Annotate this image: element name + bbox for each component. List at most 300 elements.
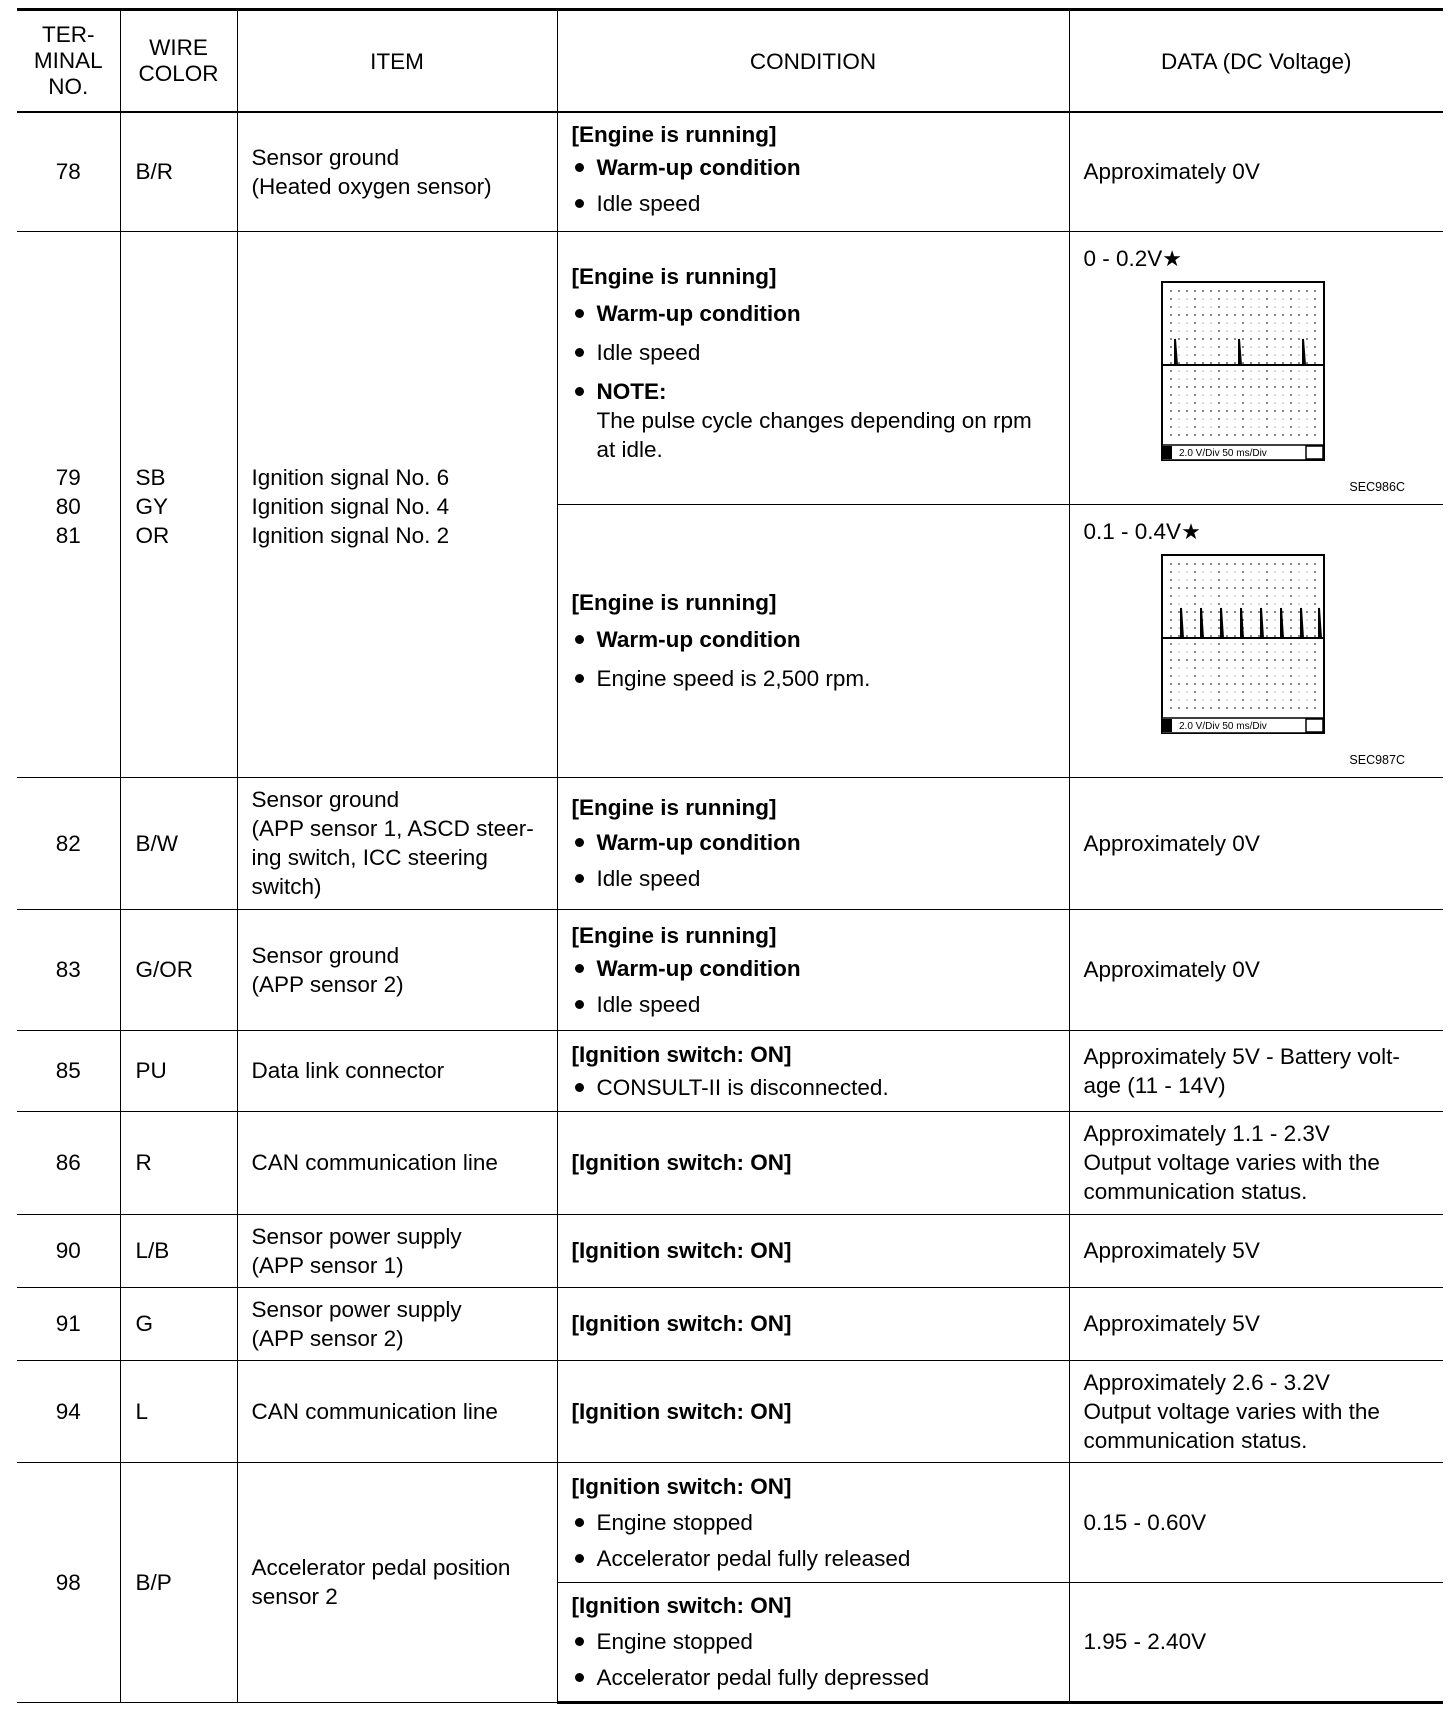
grid-dot — [1194, 322, 1196, 324]
item-cell — [237, 1287, 557, 1360]
grid-dot — [1314, 627, 1316, 629]
grid-dot — [1202, 426, 1203, 427]
grid-dot — [1242, 402, 1244, 404]
grid-dot — [1242, 563, 1244, 565]
grid-dot — [1258, 603, 1259, 604]
grid-dot — [1250, 563, 1252, 565]
grid-dot — [1298, 635, 1300, 637]
grid-dot — [1226, 571, 1227, 572]
grid-dot — [1186, 346, 1187, 347]
grid-dot — [1266, 635, 1268, 637]
grid-dot — [1194, 571, 1196, 573]
grid-dot — [1314, 651, 1316, 653]
grid-dot — [1210, 627, 1211, 628]
grid-dot — [1226, 378, 1227, 379]
grid-dot — [1282, 410, 1284, 412]
grid-dot — [1234, 378, 1235, 379]
grid-dot — [1186, 563, 1188, 565]
header-item: ITEM — [237, 10, 557, 113]
grid-dot — [1314, 330, 1316, 332]
grid-dot — [1202, 394, 1203, 395]
condition-bullet: CONSULT-II is disconnected. — [572, 1073, 1055, 1102]
grid-dot — [1282, 330, 1283, 331]
grid-dot — [1186, 426, 1187, 427]
condition-heading: [Ignition switch: ON] — [571, 1473, 792, 1499]
grid-dot — [1258, 579, 1259, 580]
grid-dot — [1202, 378, 1203, 379]
grid-dot — [1306, 402, 1307, 403]
star-icon: ★ — [1162, 245, 1183, 271]
table-row — [17, 1287, 1443, 1360]
grid-dot — [1242, 603, 1244, 605]
grid-dot — [1306, 579, 1307, 580]
grid-dot — [1274, 707, 1276, 709]
grid-dot — [1202, 651, 1203, 652]
data-cell — [1069, 1111, 1443, 1214]
grid-dot — [1266, 370, 1268, 372]
grid-dot — [1274, 330, 1275, 331]
grid-dot — [1314, 691, 1316, 693]
grid-dot — [1242, 611, 1244, 613]
wire-color: PU — [120, 1030, 237, 1111]
grid-dot — [1290, 330, 1292, 332]
terminal-number: 91 — [17, 1287, 120, 1360]
grid-dot — [1306, 627, 1307, 628]
grid-dot — [1298, 290, 1300, 292]
grid-dot — [1170, 378, 1172, 380]
note-line: at idle. — [596, 436, 663, 462]
condition-heading: [Engine is running] — [571, 121, 777, 147]
grid-dot — [1258, 627, 1259, 628]
grid-dot — [1266, 354, 1268, 356]
grid-dot — [1250, 675, 1251, 676]
grid-dot — [1210, 683, 1212, 685]
grid-dot — [1242, 290, 1244, 292]
table-header-row — [17, 10, 1443, 113]
grid-dot — [1234, 338, 1236, 340]
grid-dot — [1186, 635, 1188, 637]
scope-scale-label: 2.0 V/Div 50 ms/Div — [1178, 447, 1267, 459]
grid-dot — [1314, 386, 1316, 388]
data-line: Approximately 1.1 - 2.3V — [1083, 1121, 1330, 1146]
grid-dot — [1202, 707, 1204, 709]
grid-dot — [1170, 322, 1172, 324]
grid-dot — [1242, 434, 1244, 436]
grid-dot — [1314, 603, 1316, 605]
grid-dot — [1290, 298, 1292, 300]
grid-dot — [1234, 611, 1236, 613]
grid-dot — [1234, 635, 1236, 637]
grid-dot — [1202, 386, 1204, 388]
grid-dot — [1258, 338, 1260, 340]
grid-dot — [1258, 418, 1259, 419]
grid-dot — [1250, 651, 1251, 652]
item-line: sensor 2 — [251, 1584, 338, 1609]
grid-dot — [1226, 354, 1227, 355]
grid-dot — [1250, 434, 1252, 436]
grid-dot — [1242, 587, 1244, 589]
grid-dot — [1266, 619, 1268, 621]
header-terminal-line-1: TER- — [42, 22, 95, 47]
terminal-number: 94 — [17, 1360, 120, 1462]
grid-dot — [1314, 643, 1316, 645]
grid-dot — [1266, 394, 1268, 396]
grid-dot — [1210, 659, 1212, 661]
grid-dot — [1186, 354, 1187, 355]
grid-dot — [1266, 314, 1268, 316]
grid-dot — [1258, 635, 1260, 637]
data-line: Output voltage varies with the — [1083, 1398, 1380, 1424]
grid-dot — [1178, 410, 1180, 412]
condition-heading: [Ignition switch: ON] — [571, 1593, 792, 1618]
grid-dot — [1226, 434, 1228, 436]
grid-dot — [1298, 627, 1299, 628]
grid-dot — [1186, 699, 1187, 700]
grid-dot — [1250, 627, 1251, 628]
data-cell: Approximately 5V — [1069, 1287, 1443, 1360]
grid-dot — [1218, 659, 1220, 661]
grid-dot — [1298, 386, 1300, 388]
grid-dot — [1290, 691, 1292, 693]
data-line: Output voltage varies with the — [1083, 1150, 1380, 1175]
grid-dot — [1306, 571, 1307, 572]
grid-dot — [1290, 322, 1292, 324]
grid-dot — [1202, 667, 1203, 668]
item-cell: CAN communication line — [237, 1111, 557, 1214]
grid-dot — [1170, 699, 1172, 701]
grid-dot — [1282, 587, 1284, 589]
grid-dot — [1250, 691, 1251, 692]
grid-dot — [1178, 290, 1180, 292]
grid-dot — [1226, 587, 1228, 589]
grid-dot — [1178, 298, 1179, 299]
terminal-number: 86 — [17, 1111, 120, 1214]
grid-dot — [1314, 579, 1316, 581]
grid-dot — [1242, 675, 1244, 677]
grid-dot — [1186, 675, 1187, 676]
grid-dot — [1186, 683, 1188, 685]
grid-dot — [1194, 651, 1196, 653]
terminal-number: 82 — [17, 777, 120, 909]
grid-dot — [1274, 434, 1276, 436]
grid-dot — [1186, 338, 1188, 340]
grid-dot — [1218, 579, 1220, 581]
grid-dot — [1314, 314, 1316, 316]
data-line: communication status. — [1083, 1427, 1308, 1453]
grid-dot — [1298, 418, 1299, 419]
grid-dot — [1266, 707, 1268, 709]
grid-dot — [1178, 434, 1180, 436]
grid-dot — [1258, 595, 1259, 596]
grid-dot — [1178, 691, 1179, 692]
grid-dot — [1274, 386, 1276, 388]
grid-dot — [1226, 402, 1227, 403]
grid-dot — [1202, 434, 1204, 436]
grid-dot — [1170, 603, 1172, 605]
grid-dot — [1290, 563, 1292, 565]
grid-dot — [1258, 643, 1259, 644]
grid-dot — [1242, 410, 1244, 412]
grid-dot — [1282, 611, 1284, 613]
grid-dot — [1178, 635, 1180, 637]
wire-color: SB — [135, 464, 166, 490]
grid-dot — [1226, 394, 1227, 395]
grid-dot — [1306, 595, 1307, 596]
grid-dot — [1274, 346, 1275, 347]
grid-dot — [1250, 571, 1251, 572]
grid-dot — [1258, 434, 1260, 436]
item-cell — [237, 112, 557, 231]
grid-dot — [1306, 290, 1308, 292]
grid-dot — [1234, 675, 1235, 676]
grid-dot — [1210, 314, 1212, 316]
grid-dot — [1218, 298, 1220, 300]
grid-dot — [1314, 298, 1316, 300]
grid-dot — [1274, 635, 1276, 637]
grid-dot — [1290, 603, 1292, 605]
grid-dot — [1250, 306, 1251, 307]
scope-scale-label: 2.0 V/Div 50 ms/Div — [1178, 720, 1267, 732]
grid-dot — [1298, 330, 1299, 331]
grid-dot — [1274, 338, 1276, 340]
grid-dot — [1226, 314, 1228, 316]
grid-dot — [1170, 691, 1172, 693]
grid-dot — [1210, 322, 1211, 323]
grid-dot — [1234, 354, 1235, 355]
grid-dot — [1306, 298, 1307, 299]
grid-dot — [1178, 354, 1179, 355]
grid-dot — [1202, 370, 1203, 371]
grid-dot — [1210, 378, 1211, 379]
condition-cell — [557, 1462, 1069, 1582]
grid-dot — [1226, 707, 1228, 709]
grid-dot — [1314, 667, 1316, 669]
terminal-data-table-page — [17, 8, 1443, 1704]
grid-dot — [1226, 410, 1228, 412]
grid-dot — [1234, 434, 1236, 436]
grid-dot — [1186, 290, 1188, 292]
grid-dot — [1226, 627, 1227, 628]
grid-dot — [1290, 595, 1292, 597]
grid-dot — [1250, 635, 1252, 637]
grid-dot — [1314, 322, 1316, 324]
condition-bullet: Warm-up condition — [572, 625, 1055, 654]
grid-dot — [1290, 314, 1292, 316]
grid-dot — [1226, 619, 1227, 620]
grid-dot — [1194, 579, 1196, 581]
grid-dot — [1250, 378, 1251, 379]
grid-dot — [1178, 595, 1179, 596]
grid-dot — [1250, 346, 1251, 347]
grid-dot — [1234, 330, 1235, 331]
grid-dot — [1234, 667, 1235, 668]
grid-dot — [1274, 354, 1275, 355]
grid-dot — [1266, 410, 1268, 412]
grid-dot — [1234, 394, 1235, 395]
grid-dot — [1178, 707, 1180, 709]
wire-color: G/OR — [120, 909, 237, 1030]
grid-dot — [1218, 346, 1220, 348]
grid-dot — [1194, 418, 1196, 420]
grid-dot — [1226, 651, 1227, 652]
condition-cell — [557, 504, 1069, 777]
grid-dot — [1282, 571, 1283, 572]
item-line: Ignition signal No. 2 — [251, 522, 450, 548]
figure-id: SEC986C — [1349, 479, 1405, 494]
grid-dot — [1242, 362, 1244, 364]
grid-dot — [1258, 346, 1259, 347]
grid-dot — [1226, 338, 1228, 340]
grid-dot — [1250, 659, 1252, 661]
grid-dot — [1234, 699, 1235, 700]
grid-dot — [1170, 298, 1172, 300]
grid-dot — [1194, 370, 1196, 372]
grid-dot — [1314, 378, 1316, 380]
grid-dot — [1314, 675, 1316, 677]
grid-dot — [1170, 675, 1172, 677]
grid-dot — [1314, 306, 1316, 308]
oscilloscope-waveform-2500rpm — [1161, 554, 1325, 734]
grid-dot — [1210, 691, 1211, 692]
grid-dot — [1298, 354, 1299, 355]
terminal-number: 85 — [17, 1030, 120, 1111]
grid-dot — [1298, 314, 1300, 316]
grid-dot — [1298, 306, 1299, 307]
grid-dot — [1298, 426, 1299, 427]
grid-dot — [1242, 571, 1244, 573]
grid-dot — [1282, 298, 1283, 299]
grid-dot — [1170, 611, 1172, 613]
grid-dot — [1258, 314, 1260, 316]
grid-dot — [1274, 603, 1275, 604]
terminal-number: 81 — [55, 522, 81, 548]
grid-dot — [1306, 643, 1307, 644]
grid-dot — [1306, 314, 1308, 316]
condition-cell — [557, 231, 1069, 504]
grid-dot — [1170, 587, 1172, 589]
grid-dot — [1298, 643, 1299, 644]
grid-dot — [1266, 290, 1268, 292]
grid-dot — [1242, 659, 1244, 661]
grid-dot — [1210, 707, 1212, 709]
grid-dot — [1178, 386, 1180, 388]
grid-dot — [1226, 579, 1227, 580]
grid-dot — [1274, 587, 1276, 589]
grid-dot — [1194, 699, 1196, 701]
grid-dot — [1306, 378, 1307, 379]
grid-dot — [1266, 675, 1268, 677]
grid-dot — [1178, 370, 1179, 371]
grid-dot — [1258, 290, 1260, 292]
condition-heading: [Ignition switch: ON] — [557, 1287, 1069, 1360]
item-line: (APP sensor 1) — [251, 1252, 404, 1278]
grid-dot — [1242, 394, 1244, 396]
data-cell: Approximately 5V — [1069, 1214, 1443, 1287]
grid-dot — [1194, 338, 1196, 340]
grid-dot — [1242, 322, 1244, 324]
grid-dot — [1274, 571, 1275, 572]
grid-dot — [1194, 611, 1196, 613]
grid-dot — [1282, 418, 1283, 419]
grid-dot — [1210, 635, 1212, 637]
grid-dot — [1242, 651, 1244, 653]
grid-dot — [1234, 643, 1235, 644]
grid-dot — [1306, 338, 1308, 340]
grid-dot — [1242, 691, 1244, 693]
grid-dot — [1178, 563, 1180, 565]
grid-dot — [1178, 314, 1180, 316]
grid-dot — [1314, 346, 1316, 348]
grid-dot — [1234, 627, 1235, 628]
grid-dot — [1306, 699, 1307, 700]
grid-dot — [1250, 314, 1252, 316]
wire-color: L/B — [120, 1214, 237, 1287]
grid-dot — [1218, 418, 1220, 420]
grid-dot — [1258, 587, 1260, 589]
condition-cell — [557, 1582, 1069, 1702]
grid-dot — [1266, 651, 1268, 653]
grid-dot — [1178, 675, 1179, 676]
grid-dot — [1258, 699, 1259, 700]
grid-dot — [1194, 298, 1196, 300]
grid-dot — [1194, 675, 1196, 677]
grid-dot — [1202, 410, 1204, 412]
grid-dot — [1266, 691, 1268, 693]
grid-dot — [1218, 563, 1220, 565]
condition-cell — [557, 777, 1069, 909]
grid-dot — [1194, 691, 1196, 693]
header-data: DATA (DC Voltage) — [1069, 10, 1443, 113]
grid-dot — [1266, 699, 1268, 701]
grid-dot — [1210, 418, 1211, 419]
header-wire-line-2: COLOR — [138, 61, 219, 86]
grid-dot — [1218, 699, 1220, 701]
grid-dot — [1178, 651, 1179, 652]
grid-dot — [1290, 410, 1292, 412]
grid-dot — [1290, 354, 1292, 356]
grid-dot — [1178, 627, 1179, 628]
grid-dot — [1290, 306, 1292, 308]
star-icon: ★ — [1181, 518, 1201, 544]
item-line: Ignition signal No. 6 — [251, 464, 450, 490]
grid-dot — [1266, 346, 1268, 348]
item-line: Sensor power supply — [251, 1296, 462, 1322]
grid-dot — [1306, 651, 1307, 652]
grid-dot — [1210, 667, 1211, 668]
wire-color: OR — [135, 522, 170, 548]
grid-dot — [1186, 362, 1188, 364]
grid-dot — [1218, 627, 1220, 629]
terminal-number: 98 — [17, 1462, 120, 1702]
grid-dot — [1314, 571, 1316, 573]
condition-heading: [Ignition switch: ON] — [557, 1360, 1069, 1462]
grid-dot — [1290, 418, 1292, 420]
grid-dot — [1186, 330, 1187, 331]
grid-dot — [1290, 643, 1292, 645]
grid-dot — [1258, 298, 1259, 299]
grid-dot — [1170, 707, 1172, 709]
grid-dot — [1258, 707, 1260, 709]
grid-dot — [1186, 667, 1187, 668]
grid-dot — [1186, 571, 1187, 572]
grid-dot — [1266, 402, 1268, 404]
grid-dot — [1194, 667, 1196, 669]
grid-dot — [1274, 611, 1276, 613]
grid-dot — [1306, 603, 1307, 604]
grid-dot — [1250, 298, 1251, 299]
grid-dot — [1290, 683, 1292, 685]
item-line: Sensor ground — [251, 942, 400, 968]
